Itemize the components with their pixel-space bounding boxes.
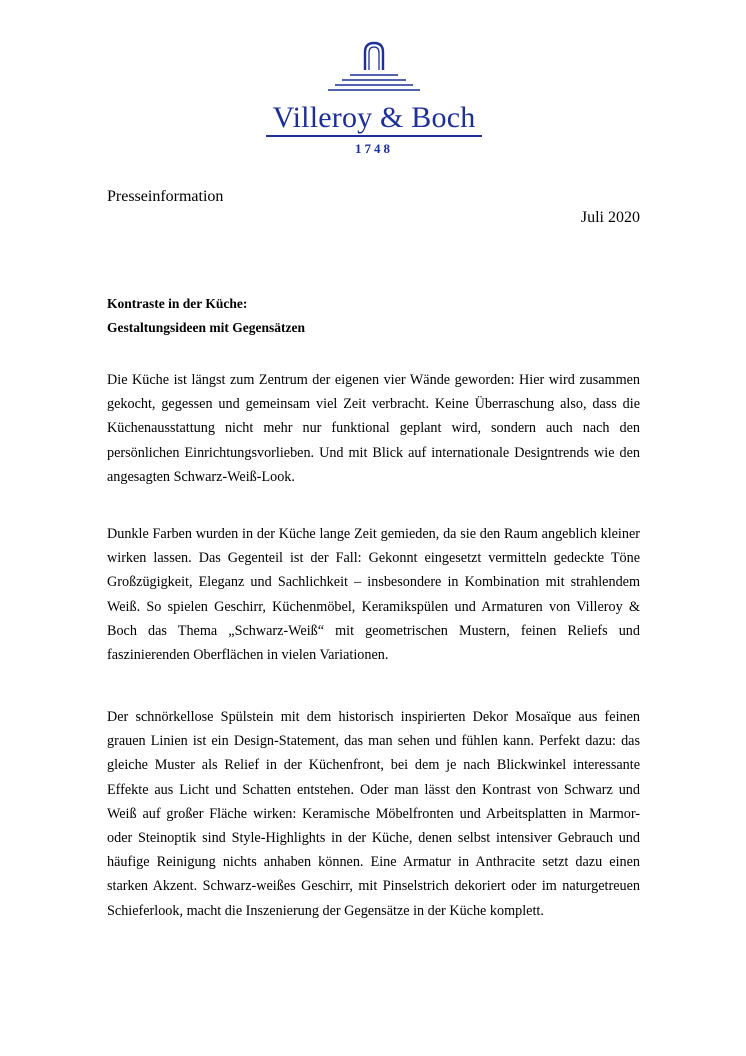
brand-name: Villeroy & Boch: [272, 101, 476, 134]
body-paragraph-2: Dunkle Farben wurden in der Küche lange Zeit gemieden, da sie den Raum angeblich kleiner wirken lassen. Das Gegenteil ist der Fall: Gekonnt eingesetzt vermitteln gedeckte Töne Großzügigkeit, Eleganz und Sachlichkeit – insbesondere in Kombination mit strahlendem Weiß. So spielen Geschirr, Küchenmöbel, Keramikspülen und Armaturen von Villeroy & Boch das Thema „Schwarz-Weiß“ mit geometrischen Mustern, feinen Reliefs und faszinierenden Oberflächen in vielen Variationen.: [107, 526, 640, 664]
fountain-emblem-icon: [262, 40, 486, 100]
headline: [107, 292, 640, 340]
body-paragraph-1: Die Küche ist längst zum Zentrum der eigenen vier Wände geworden: Hier wird zusammen gekocht, gegessen und gemeinsam viel Zeit verbracht. Keine Überraschung also, dass die Küchenausstattung nicht mehr nur funktional geplant wird, sondern auch nach den persönlichen Einrichtungsvorlieben. Und mit Blick auf internationale Designtrends wie den angesagten Schwarz-Weiß-Look.: [107, 372, 640, 485]
headline-line-2: Gestaltungsideen mit Gegensätzen: [107, 320, 305, 335]
logo-divider: [266, 135, 482, 137]
document-date: Juli 2020: [580, 209, 640, 226]
brand-year: 1748: [355, 141, 393, 156]
headline-line-1: Kontraste in der Küche:: [107, 296, 248, 311]
body-paragraph-3: Der schnörkellose Spülstein mit dem historisch inspirierten Dekor Mosaïque aus feinen grauen Linien ist ein Design-Statement, das man sehen und fühlen kann. Perfekt dazu: das gleiche Muster als Relief in der Küchenfront, bei dem je nach Blickwinkel interessante Effekte aus Licht und Schatten entstehen. Oder man lässt den Kontrast von Schwarz und Weiß auf großer Fläche wirken: Keramische Möbelfronten und Arbeitsplatten in Marmor- oder Steinoptik sind Style-Highlights in der Küche, denen selbst intensiver Gebrauch und häufige Reinigung nichts anhaben können. Eine Armatur in Anthracite setzt dazu einen starken Akzent. Schwarz-weißes Geschirr, mit Pinselstrich dekoriert oder im naturgetreuen Schieferlook, macht die Inszenierung der Gegensätze in der Küche komplett.: [107, 709, 640, 919]
document-label: Presseinformation: [107, 188, 224, 205]
brand-logo: [262, 40, 486, 160]
